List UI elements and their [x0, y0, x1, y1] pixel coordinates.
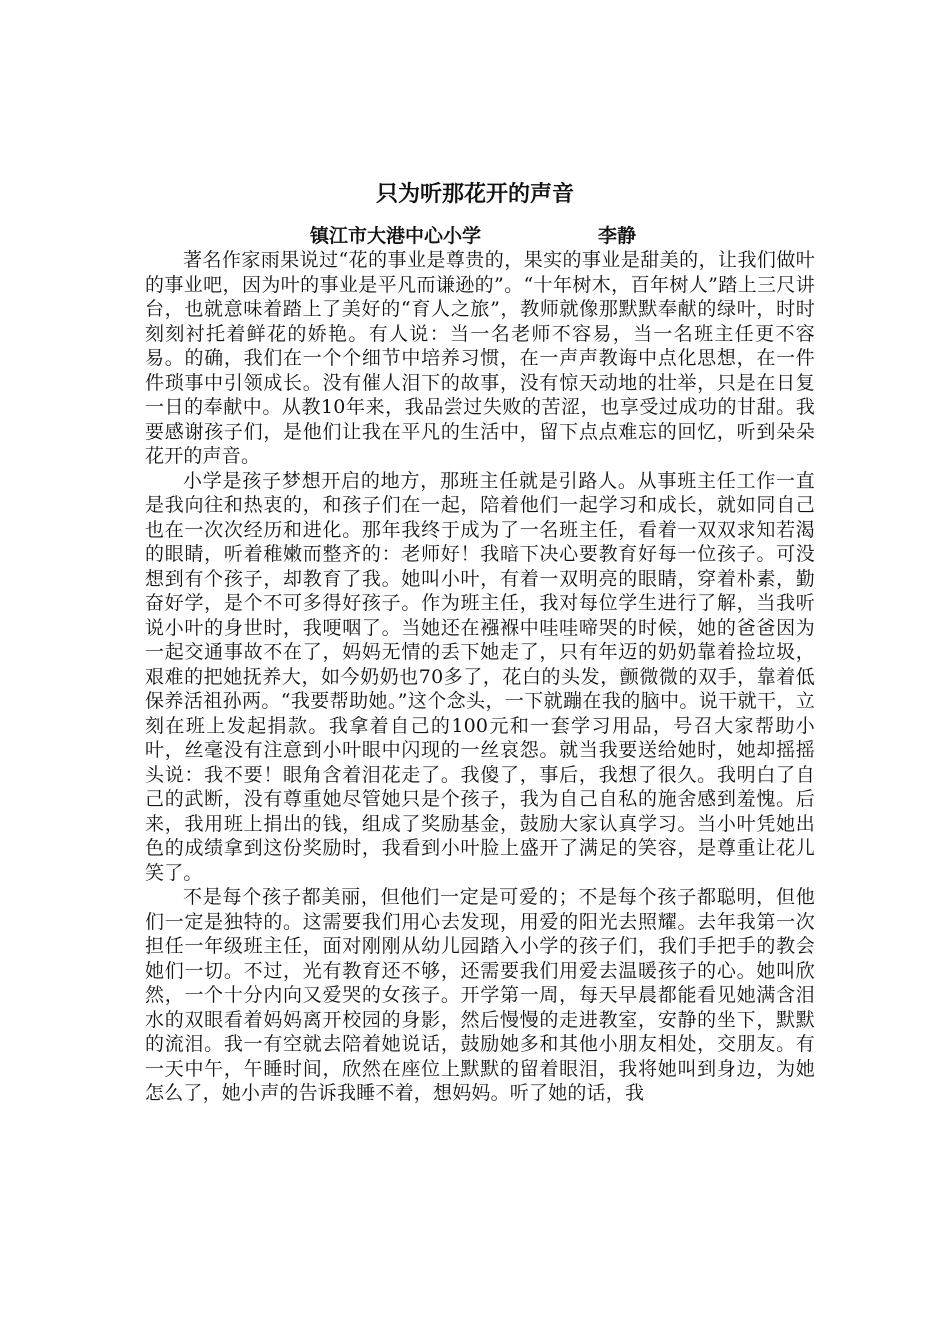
paragraph: 不是每个孩子都美丽，但他们一定是可爱的；不是每个孩子都聪明，但他们一定是独特的。这需要我们用心去发现，用爱的阳光去照耀。去年我第一次担任一年级班主任，面对刚刚从幼儿园踏入小学的孩子们，我们手把手的教会她们一切。不过，光有教育还不够，还需要我们用爱去温暖孩子的心。她叫欣然，一个十分内向又爱哭的女孩子。开学第一周，每天早晨都能看见她满含泪水的双眼看着妈妈离开校园的身影，然后慢慢的走进教室，安静的坐下，默默的流泪。我一有空就去陪着她说话，鼓励她多和其他小朋友相处，交朋友。有一天中午，午睡时间，欣然在座位上默默的留着眼泪，我将她叫到身边，为她怎么了，她小声的告诉我睡不着，想妈妈。听了她的话，我 — [145, 886, 815, 1104]
paragraph: 小学是孩子梦想开启的地方，那班主任就是引路人。从事班主任工作一直是我向往和热衷的，和孩子们在一起，陪着他们一起学习和成长，就如同自己也在一次次经历和进化。那年我终于成为了一名班主任，看着一双双求知若渴的眼睛，听着稚嫩而整齐的：老师好！我暗下决心要教育好每一位孩子。可没想到有个孩子，却教育了我。她叫小叶，有着一双明亮的眼睛，穿着朴素，勤奋好学，是个不可多得好孩子。作为班主任，我对每位学生进行了解，当我听说小叶的身世时，我哽咽了。当她还在襁褓中哇哇啼哭的时候，她的爸爸因为一起交通事故不在了，妈妈无情的丢下她走了，只有年迈的奶奶靠着捡垃圾，艰难的把她抚养大，如今奶奶也70多了，花白的头发，颤微微的双手，靠着低保养活祖孙两。“我要帮助她。”这个念头，一下就蹦在我的脑中。说干就干，立刻在班上发起捐款。我拿着自己的100元和一套学习用品，号召大家帮助小叶，丝毫没有注意到小叶眼中闪现的一丝哀怨。就当我要送给她时，她却摇摇头说：我不要！眼角含着泪花走了。我傻了，事后，我想了很久。我明白了自己的武断，没有尊重她尽管她只是个孩子，我为自己自私的施舍感到羞愧。后来，我用班上捐出的钱，组成了奖励基金，鼓励大家认真学习。当小叶凭她出色的成绩拿到这份奖励时，我看到小叶脸上盛开了满足的笑容，是尊重让花儿笑了。 — [145, 469, 815, 884]
byline — [0, 222, 950, 250]
document-title: 只为听那花开的声音 — [375, 182, 574, 207]
paragraph: 著名作家雨果说过“花的事业是尊贵的，果实的事业是甜美的，让我们做叶的事业吧，因为叶的事业是平凡而谦逊的”。“十年树木，百年树人”踏上三尺讲台，也就意味着踏上了美好的“育人之旅”，教师就像那默默奉献的绿叶，时时刻刻衬托着鲜花的娇艳。有人说：当一名老师不容易，当一名班主任更不容易。的确，我们在一个个细节中培养习惯，在一声声教诲中点化思想，在一件件琐事中引领成长。没有催人泪下的故事，没有惊天动地的壮举，只是在日复一日的奉献中。从教10年来，我品尝过失败的苦涩，也享受过成功的甘甜。我要感谢孩子们，是他们让我在平凡的生活中，留下点点难忘的回忆，听到朵朵花开的声音。 — [145, 249, 815, 467]
article-body — [145, 248, 815, 1106]
school-name: 镇江市大港中心小学 — [310, 225, 482, 247]
author-name: 李静 — [598, 225, 637, 247]
